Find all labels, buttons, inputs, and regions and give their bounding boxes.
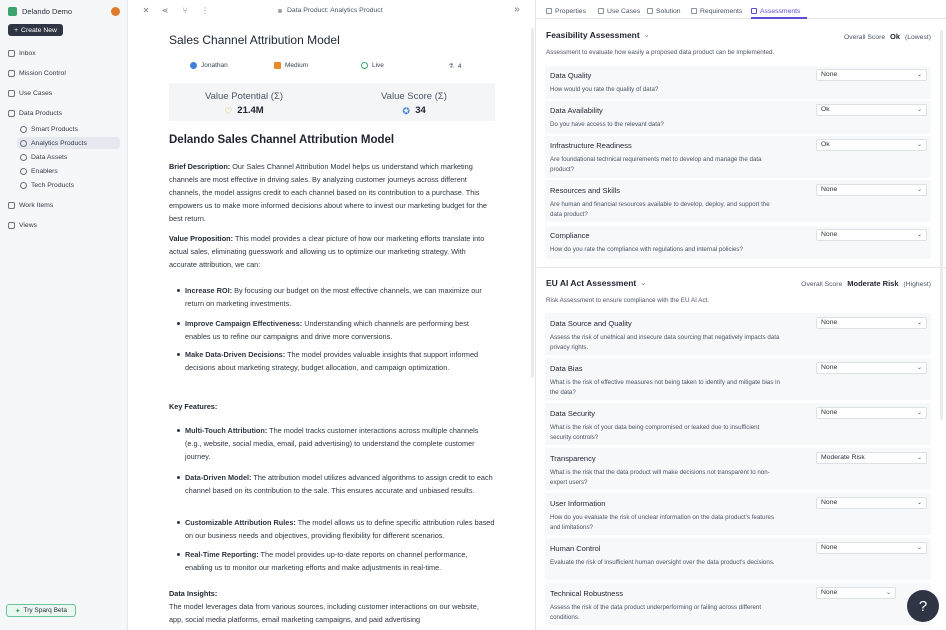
value-score-label: Value Score (Σ) <box>381 91 447 102</box>
data-insights-text: The model leverages data from various sources, including customer interactions on our website, app, social media platforms, email marketing campaigns, and paid advertising <box>169 602 479 624</box>
assessment-row-data-security <box>545 403 931 445</box>
sidebar-item-data-products[interactable] <box>8 107 120 119</box>
overall-score-value: Ok <box>890 32 901 41</box>
criterion-label: Data Security <box>550 409 596 418</box>
work-items-icon <box>8 202 15 209</box>
criterion-question: What is the risk of your data being compromised or leaked due to insufficient security controls? <box>550 424 760 441</box>
list-item <box>177 317 495 343</box>
list-item-label: Customizable Attribution Rules: <box>185 518 296 527</box>
list-item <box>177 516 495 542</box>
tab-label: Requirements <box>700 7 743 15</box>
sidebar-item-smart-products[interactable] <box>17 123 120 135</box>
criterion-label: Data Bias <box>550 364 583 373</box>
more-options-icon[interactable]: ⋮ <box>201 6 209 15</box>
solution-icon <box>647 8 653 14</box>
criterion-label: Infrastructure Readiness <box>550 141 632 150</box>
score-select-value: Ok <box>821 141 830 148</box>
score-select-value: None <box>821 319 838 326</box>
chevron-down-icon: ⌄ <box>643 32 650 39</box>
value-score-value: 34 <box>415 105 426 116</box>
sidebar-item-inbox[interactable] <box>8 47 120 59</box>
inbox-icon <box>8 50 15 57</box>
data-insights-label: Data Insights: <box>169 589 218 598</box>
list-item <box>177 471 495 497</box>
assessment-row-data-source-quality <box>545 313 931 355</box>
criterion-question: Assess the risk of the data product underperforming or failing across different conditions. <box>550 604 762 621</box>
list-item-text: The model allows us to define specific attribution rules based on our business needs and objectives, providing flexibility for different scenarios. <box>185 518 495 540</box>
tab-label: Properties <box>555 7 586 15</box>
chevron-down-icon: ⌄ <box>885 590 891 596</box>
chevron-down-icon: ⌄ <box>916 545 922 551</box>
score-select-value: None <box>821 409 838 416</box>
sidebar-item-views[interactable] <box>8 219 120 231</box>
score-select[interactable] <box>816 452 927 464</box>
create-new-label: Create New <box>21 26 57 34</box>
score-select[interactable] <box>816 139 927 151</box>
score-select[interactable] <box>816 362 927 374</box>
close-icon[interactable]: ✕ <box>142 6 150 15</box>
score-select[interactable] <box>816 104 927 116</box>
chevron-down-icon: ⌄ <box>916 107 922 113</box>
sidebar-item-data-assets[interactable] <box>17 151 120 163</box>
enablers-icon <box>20 168 27 175</box>
workspace-switcher[interactable] <box>8 5 120 17</box>
value-potential <box>199 91 289 116</box>
brief-description <box>169 160 495 225</box>
lineage-icon[interactable]: ⑂ <box>182 6 188 15</box>
criterion-question: How do you evaluate the risk of unclear information on the data product's features and limitations? <box>550 514 775 531</box>
criterion-question: What is the risk of effective measures not being taken to identify and mitigate bias in the data? <box>550 379 780 396</box>
score-select-value: None <box>821 71 838 78</box>
euai-overall-score <box>801 279 931 288</box>
score-select-value: None <box>821 499 838 506</box>
criterion-question: How would you rate the quality of data? <box>550 86 659 93</box>
assessment-row-data-availability <box>545 101 931 134</box>
score-select[interactable] <box>816 69 927 81</box>
sidebar-item-label: Smart Products <box>31 125 78 133</box>
assessment-row-resources-skills <box>545 180 931 222</box>
related-count: 4 <box>457 62 462 70</box>
flask-icon: ⚗ <box>448 63 454 70</box>
value-potential-value: 21.4M <box>237 105 264 116</box>
product-type-dot-icon <box>278 9 282 13</box>
data-products-icon <box>8 110 15 117</box>
properties-icon <box>546 8 552 14</box>
overall-score-note: (Highest) <box>903 281 931 288</box>
sidebar-item-label: Enablers <box>31 167 58 175</box>
breadcrumb-label: Data Product: Analytics Product <box>287 7 383 14</box>
breadcrumb <box>278 7 383 14</box>
try-sparq-label: Try Sparq Beta <box>23 607 67 614</box>
score-select-value: None <box>821 544 838 551</box>
euai-description: Risk Assessment to ensure compliance with the EU AI Act. <box>546 297 710 304</box>
list-item <box>177 284 495 310</box>
owner-name: Jonathan <box>201 62 228 69</box>
criterion-label: Human Control <box>550 544 601 553</box>
criterion-question: What is the risk that the data product will make decisions not transparent to non-expert users? <box>550 469 770 486</box>
mission-control-icon <box>8 70 15 77</box>
workspace-name: Delando Demo <box>22 6 73 16</box>
value-proposition <box>169 232 495 271</box>
criterion-question: Assess the risk of unethical and insecure data sourcing that negatively impacts data privacy rights. <box>550 334 780 351</box>
sidebar-item-use-cases[interactable] <box>8 87 120 99</box>
create-new-button[interactable] <box>8 24 63 36</box>
value-proposition-label: Value Proposition: <box>169 234 234 243</box>
chevron-down-icon: ⌄ <box>916 365 922 371</box>
criterion-label: Data Source and Quality <box>550 319 632 328</box>
brief-description-label: Brief Description: <box>169 162 231 171</box>
live-status-icon <box>361 62 368 69</box>
chevron-down-icon: ⌄ <box>640 280 647 287</box>
score-select-value: Moderate Risk <box>821 454 865 461</box>
tab-label: Use Cases <box>607 7 641 15</box>
tab-requirements[interactable] <box>691 6 742 16</box>
feasibility-description: Assessment to evaluate how easily a proposed data product can be implemented. <box>546 49 775 56</box>
list-item-text: The model provides valuable insights that support informed decisions about marketing strategy, budget allocation, and campaign optimization. <box>185 350 479 372</box>
score-select-value: None <box>821 364 838 371</box>
criterion-label: User Information <box>550 499 606 508</box>
help-label: ? <box>918 597 928 615</box>
status-field[interactable] <box>361 62 384 69</box>
brand-logo-icon <box>8 7 17 16</box>
list-item-label: Real-Time Reporting: <box>185 550 259 559</box>
sidebar-item-enablers[interactable] <box>17 165 120 177</box>
list-item-text: Understanding which channels are performing best enables us to refine our campaigns and drive more conversions. <box>185 319 469 341</box>
overall-score-value: Moderate Risk <box>847 279 899 288</box>
collapse-panel-icon[interactable]: » <box>514 4 520 15</box>
tab-properties[interactable] <box>546 6 586 16</box>
criterion-label: Transparency <box>550 454 596 463</box>
score-select[interactable] <box>816 229 927 241</box>
sidebar-item-label: Inbox <box>19 49 36 57</box>
tab-label: Solution <box>656 7 681 15</box>
data-assets-icon <box>20 154 27 161</box>
list-item <box>177 548 495 574</box>
list-item-text: By focusing our budget on the most effective channels, we can maximize our return on marketing investments. <box>185 286 482 308</box>
sidebar-item-label: Tech Products <box>31 181 75 189</box>
list-item <box>177 348 495 374</box>
tech-products-icon <box>20 182 27 189</box>
list-item-text: The attribution model utilizes advanced algorithms to assign credit to each channel based on its contribution to the sale. This ensures accurate and unbiased results. <box>185 473 493 495</box>
panel-tabs <box>537 0 946 19</box>
score-select-value: None <box>821 589 838 596</box>
assessments-icon <box>751 8 757 14</box>
assessment-row-compliance <box>545 226 931 259</box>
priority-icon <box>274 62 281 69</box>
sidebar-item-mission-control[interactable] <box>8 67 120 79</box>
criterion-label: Resources and Skills <box>550 186 621 195</box>
sidebar-item-label: Views <box>19 221 38 229</box>
score-select[interactable] <box>816 497 927 509</box>
value-proposition-text: This model provides a clear picture of how our marketing efforts translate into actual sales, eliminating guesswork and allowing us to optimize our marketing strategy. With accurate attribution, we can: <box>169 234 485 269</box>
key-features-heading <box>169 400 495 413</box>
chevron-down-icon: ⌄ <box>916 72 922 78</box>
user-avatar[interactable] <box>111 7 120 16</box>
detail-toolbar <box>128 0 536 22</box>
use-cases-icon <box>8 90 15 97</box>
assessment-row-data-bias <box>545 358 931 400</box>
value-score <box>369 91 459 116</box>
score-select[interactable] <box>816 587 896 599</box>
score-select[interactable] <box>816 317 927 329</box>
priority-value: Medium <box>285 62 309 69</box>
tab-assessments[interactable] <box>751 6 800 16</box>
list-item-label: Improve Campaign Effectiveness: <box>185 319 303 328</box>
sidebar-item-work-items[interactable] <box>8 199 120 211</box>
list-item-label: Multi-Touch Attribution: <box>185 426 268 435</box>
active-tab-indicator <box>751 17 807 19</box>
euai-section-toggle[interactable] <box>546 278 646 288</box>
assessment-row-transparency <box>545 448 931 490</box>
score-select-value: Ok <box>821 106 830 113</box>
feasibility-overall-score <box>844 32 931 41</box>
overall-score-note: (Lowest) <box>904 34 931 41</box>
key-features-label: Key Features: <box>169 402 218 411</box>
data-insights-heading <box>169 587 495 600</box>
overall-score-label: Overall Score <box>801 281 843 288</box>
tab-solution[interactable] <box>647 6 681 16</box>
requirements-icon <box>691 8 697 14</box>
score-select[interactable] <box>816 542 927 554</box>
assessment-row-human-control <box>545 538 931 580</box>
list-item-label: Make Data-Driven Decisions: <box>185 350 286 359</box>
assessment-row-technical-robustness <box>545 583 931 625</box>
sidebar-item-label: Data Products <box>19 109 63 117</box>
chevron-down-icon: ⌄ <box>916 187 922 193</box>
tab-use-cases[interactable] <box>598 6 640 16</box>
criterion-label: Technical Robustness <box>550 589 623 598</box>
priority-field[interactable] <box>274 62 308 69</box>
chevron-down-icon: ⌄ <box>916 142 922 148</box>
plus-icon: + <box>14 26 19 34</box>
use-cases-icon <box>598 8 604 14</box>
smart-products-icon <box>20 126 27 133</box>
criterion-question: How do you rate the compliance with regulations and internal policies? <box>550 246 743 253</box>
overall-score-label: Overall Score <box>843 34 886 41</box>
list-item-text: The model tracks customer interactions across multiple channels (e.g., website, social media, email, paid advertising) to understand the complete customer journey. <box>185 426 479 461</box>
chevron-down-icon: ⌄ <box>916 232 922 238</box>
detail-scrollbar[interactable] <box>531 28 534 378</box>
tab-label: Assessments <box>760 7 801 15</box>
criterion-question: Are human and financial resources available to develop, deploy, and support the data product? <box>550 201 770 218</box>
share-icon[interactable]: ⋖ <box>161 6 169 15</box>
page-title: Sales Channel Attribution Model <box>169 33 340 47</box>
assessment-row-infrastructure-readiness <box>545 136 931 178</box>
sidebar-item-tech-products[interactable] <box>17 179 120 191</box>
sidebar-item-analytics-products[interactable] <box>17 137 120 149</box>
list-item <box>177 424 495 463</box>
try-sparq-beta-button[interactable] <box>6 604 76 617</box>
analytics-products-icon <box>20 140 27 147</box>
badge-icon: ✪ <box>402 105 410 116</box>
score-select[interactable] <box>816 184 927 196</box>
list-item-label: Data-Driven Model: <box>185 473 252 482</box>
chevron-down-icon: ⌄ <box>916 500 922 506</box>
section-divider <box>537 267 946 268</box>
sparkle-icon: ✦ <box>15 607 21 615</box>
criterion-label: Compliance <box>550 231 590 240</box>
value-potential-label: Value Potential (Σ) <box>204 91 284 102</box>
description-heading: Delando Sales Channel Attribution Model <box>169 134 395 146</box>
sidebar-item-label: Use Cases <box>19 89 53 97</box>
sidebar <box>0 0 128 630</box>
sidebar-item-label: Mission Control <box>19 69 66 77</box>
sidebar-item-label: Analytics Products <box>31 139 87 147</box>
related-count-field[interactable] <box>448 62 461 70</box>
help-button[interactable] <box>907 590 939 622</box>
list-item-label: Increase ROI: <box>185 286 233 295</box>
score-select-value: None <box>821 231 838 238</box>
criterion-question: Are foundational technical requirements met to develop and manage the data product? <box>550 156 762 173</box>
chevron-down-icon: ⌄ <box>916 320 922 326</box>
criterion-label: Data Availability <box>550 106 603 115</box>
chevron-down-icon: ⌄ <box>916 410 922 416</box>
score-select-value: None <box>821 186 838 193</box>
assessment-row-data-quality <box>545 66 931 99</box>
assessment-row-user-information <box>545 493 931 535</box>
feasibility-section-toggle[interactable] <box>546 30 650 40</box>
views-icon <box>8 222 15 229</box>
assessment-scrollbar[interactable] <box>940 30 943 420</box>
sidebar-item-label: Work Items <box>19 201 54 209</box>
chevron-down-icon: ⌄ <box>916 455 922 461</box>
euai-title: EU AI Act Assessment <box>546 278 637 288</box>
feasibility-title: Feasibility Assessment <box>546 30 640 40</box>
assessment-panel <box>537 0 946 630</box>
brief-description-text: Our Sales Channel Attribution Model helps us understand which marketing channels are most effective in driving sales. By analyzing customer journeys across different channels, the model assigns credit to each channel based on its contribution to a purchase. This empowers us to make more informed decisions about where to invest our marketing budget for the best return. <box>169 162 487 223</box>
heart-icon: ♡ <box>224 105 233 116</box>
status-value: Live <box>372 62 384 69</box>
product-detail-pane <box>128 0 536 630</box>
score-select[interactable] <box>816 407 927 419</box>
sidebar-item-label: Data Assets <box>31 153 68 161</box>
criterion-label: Data Quality <box>550 71 592 80</box>
criterion-question: Evaluate the risk of insufficient human oversight over the data product's decisions. <box>550 559 775 566</box>
list-item-text: The model provides up-to-date reports on channel performance, enabling us to monitor our marketing efforts and make adjustments in real-time. <box>185 550 468 572</box>
criterion-question: Do you have access to the relevant data? <box>550 121 664 128</box>
value-scores-panel <box>169 83 495 121</box>
owner-field[interactable] <box>190 62 228 69</box>
owner-avatar <box>190 62 197 69</box>
